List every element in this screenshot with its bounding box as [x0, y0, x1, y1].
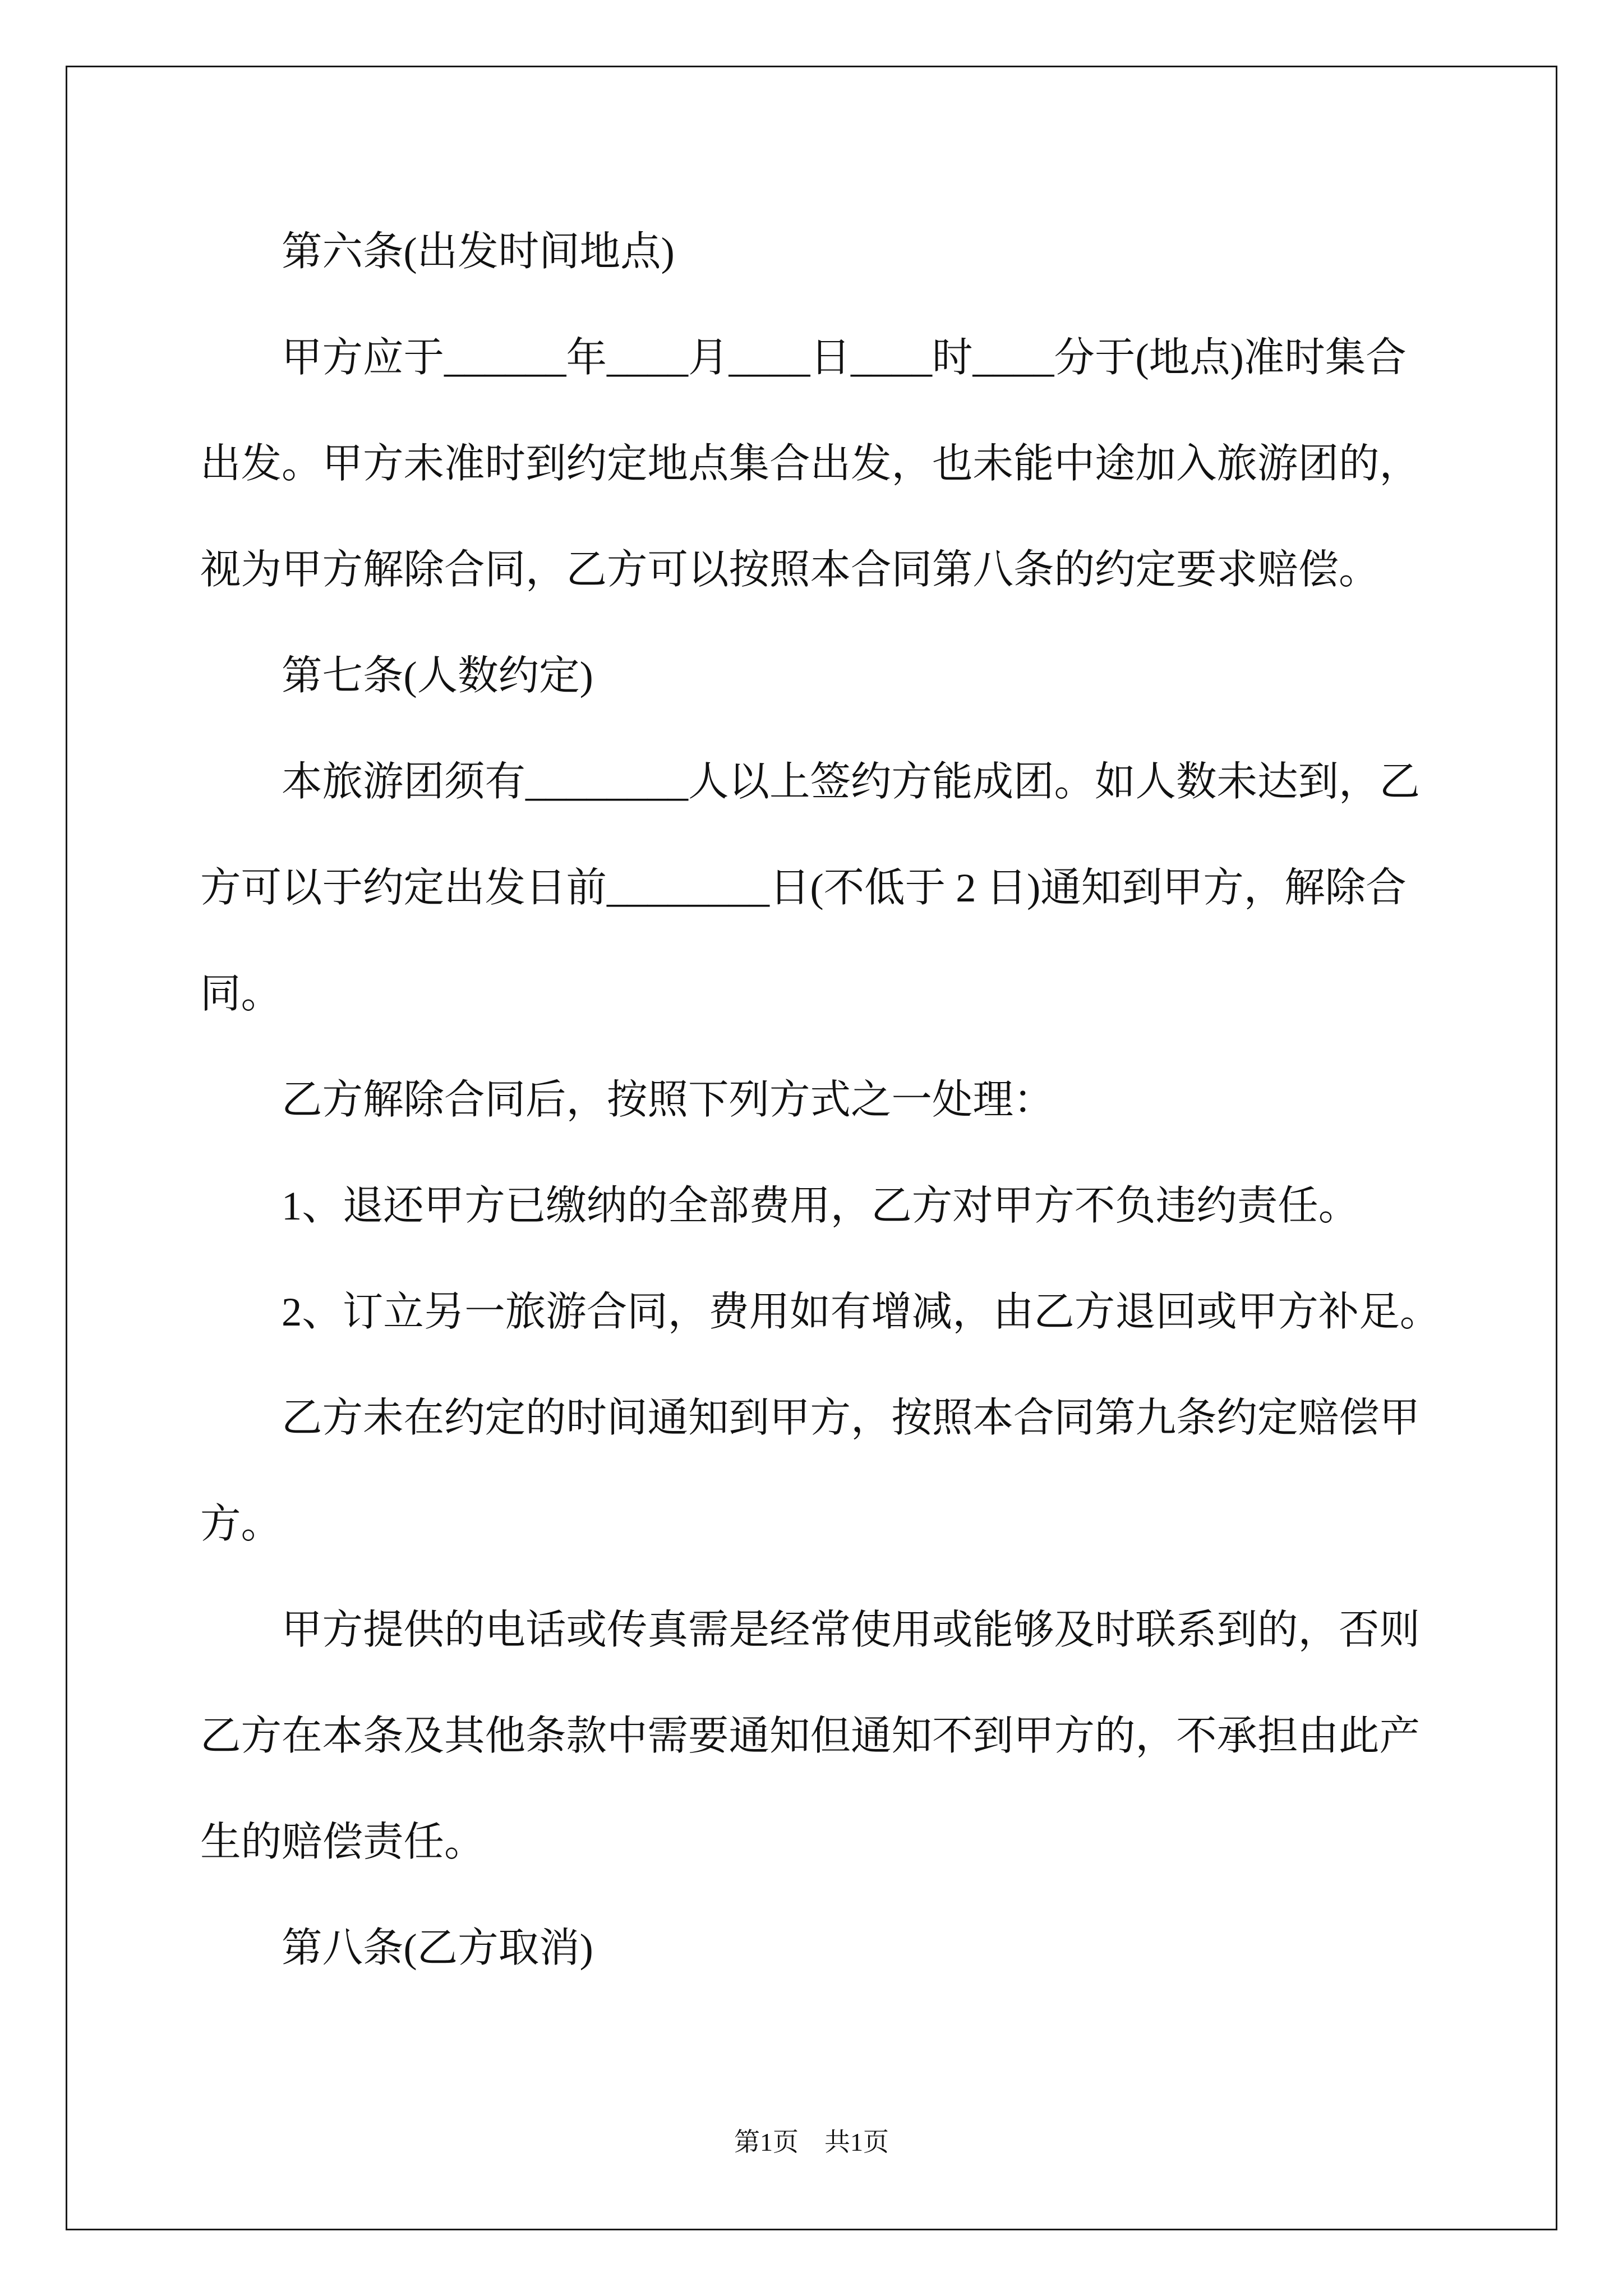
paragraph-line: 乙方解除合同后，按照下列方式之一处理： [282, 1077, 1054, 1122]
page-number: 第1页 共1页 [734, 2128, 889, 2156]
paragraph-line: 同。 [200, 971, 282, 1016]
paragraph-line: 甲方提供的电话或传真需是经常使用或能够及时联系到的，否则 [282, 1607, 1420, 1653]
paragraph-line: 视为甲方解除合同，乙方可以按照本合同第八条的约定要求赔偿。 [200, 547, 1380, 592]
paragraph-line: 本旅游团须有________人以上签约方能成团。如人数未达到，乙 [282, 759, 1420, 804]
paragraph-line: 乙方在本条及其他条款中需要通知但通知不到甲方的，不承担由此产 [200, 1713, 1420, 1759]
paragraph-line: 第六条(出发时间地点) [282, 229, 675, 274]
termination-options-intro [200, 1047, 1535, 1153]
contact-info-paragraph [200, 1577, 1535, 1895]
paragraph-line: 出发。甲方未准时到约定地点集合出发，也未能中途加入旅游团的， [200, 441, 1420, 486]
article-8-heading [200, 1895, 1535, 2001]
paragraph-line: 第八条(乙方取消) [282, 1925, 593, 1971]
option-1-item [200, 1153, 1535, 1259]
article-6-heading [200, 199, 1535, 305]
departure-time-paragraph [200, 305, 1535, 623]
paragraph-line: 2、订立另一旅游合同，费用如有增减，由乙方退回或甲方补足。 [282, 1289, 1441, 1335]
page-footer [0, 2125, 1623, 2159]
paragraph-line: 生的赔偿责任。 [200, 1819, 485, 1865]
late-notice-paragraph [200, 1365, 1535, 1577]
paragraph-line: 方可以于约定出发日前________日(不低于 2 日)通知到甲方，解除合 [200, 865, 1407, 910]
paragraph-line: 甲方应于______年____月____日____时____分于(地点)准时集合 [282, 335, 1407, 380]
paragraph-line: 1、退还甲方已缴纳的全部费用，乙方对甲方不负违约责任。 [282, 1183, 1359, 1228]
paragraph-line: 乙方未在约定的时间通知到甲方，按照本合同第九条约定赔偿甲 [282, 1395, 1420, 1441]
option-2-item [200, 1259, 1535, 1365]
paragraph-line: 方。 [200, 1501, 282, 1547]
article-7-heading [200, 623, 1535, 729]
group-size-paragraph [200, 729, 1535, 1047]
document-body [200, 199, 1535, 2001]
paragraph-line: 第七条(人数约定) [282, 653, 593, 698]
